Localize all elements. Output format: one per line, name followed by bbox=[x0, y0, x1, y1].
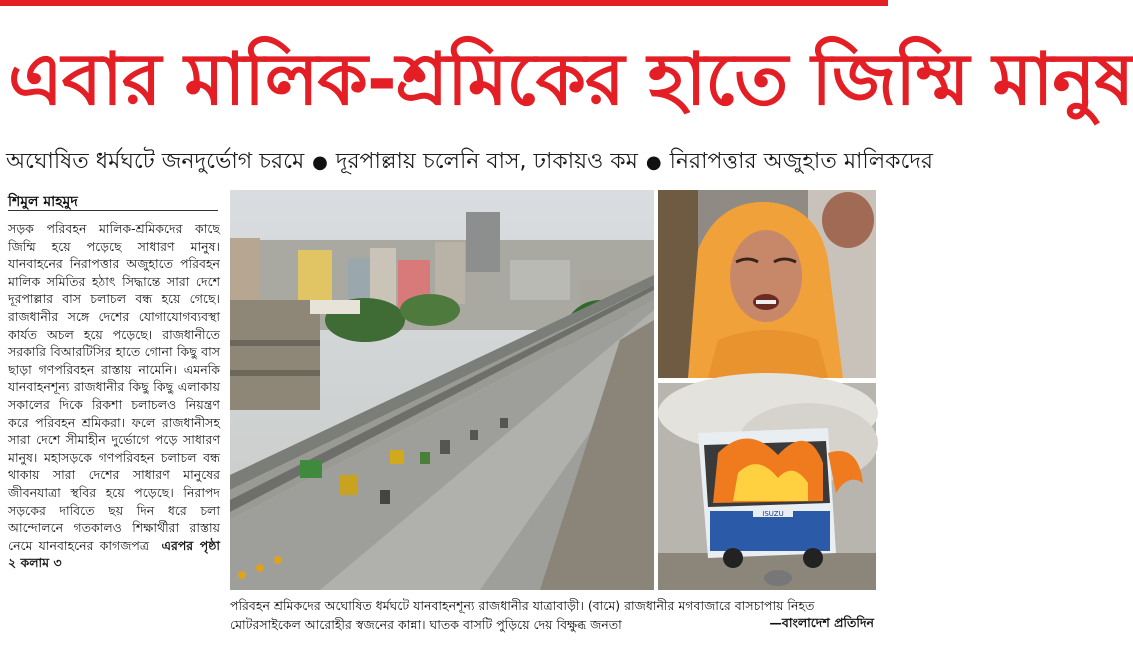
photo-credit: —বাংলাদেশ প্রতিদিন bbox=[769, 615, 874, 630]
bullet-icon: ● bbox=[312, 151, 328, 173]
burning-bus-photo bbox=[658, 383, 876, 590]
subheadline bbox=[6, 142, 933, 182]
bullet-icon: ● bbox=[645, 151, 662, 173]
bus-plate-text: ISUZU bbox=[762, 510, 784, 518]
street-photo-illustration bbox=[230, 190, 654, 590]
subhead-2: দূরপাল্লায় চলেনি বাস, ঢাকায়ও কম bbox=[335, 148, 638, 174]
subhead-1: অঘোষিত ধর্মঘটে জনদুর্ভোগ চরমে bbox=[6, 148, 305, 174]
subhead-3: নিরাপত্তার অজুহাত মালিকদের bbox=[669, 148, 933, 174]
story-body: সড়ক পরিবহন মালিক-শ্রমিকদের কাছে জিম্মি হয়ে পড়েছে সাধারণ মানুষ। যানবাহনের নিরাপত্তার অজুহাতে পরিবহন মালিক সমিতির হঠাৎ সিদ্ধান্তে সারা দেশে দূরপাল্লার বাস চলাচল বন্ধ হয়ে গেছে। রাজধানীর সঙ্গে দেশের যোগাযোগব্যবস্থা কার্যত অচল হয়ে পড়েছে। রাজধানীতে সরকারি বিআরটিসির হাতে গোনা কিছু বাস ছাড়া গণপরিবহন রাস্তায় নামেনি। এমনকি যানবাহনশূন্য রাজধানীর কিছু কিছু এলাকায় সকালের দিকে রিকশা চলাচলও নিয়ন্ত্রণ করে পরিবহন শ্রমিকরা। ফলে রাজধানীসহ সারা দেশে সীমাহীন দুর্ভোগে পড়ে সাধারণ মানুষ। মহাসড়কে গণপরিবহন চলাচল বন্ধ থাকায় সারা দেশের সাধারণ মানুষের জীবনযাত্রা স্থবির হয়ে পড়েছে। নিরাপদ সড়কের দাবিতে ছয় দিন ধরে চলা আন্দোলনে গতকালও শিক্ষার্থীরা রাস্তায় নেমে যানবাহনের কাগজপত্র bbox=[8, 221, 220, 553]
crying-woman-photo bbox=[658, 190, 876, 378]
story-jump: এরপর পৃষ্ঠা ২ কলাম ৩ bbox=[8, 537, 220, 571]
burning-bus-illustration bbox=[658, 383, 876, 590]
top-red-rule bbox=[0, 0, 888, 6]
byline-rule bbox=[8, 210, 218, 211]
crying-woman-illustration bbox=[658, 190, 876, 378]
byline: শিমুল মাহমুদ bbox=[8, 194, 78, 210]
photo-caption: পরিবহন শ্রমিকদের অঘোষিত ধর্মঘটে যানবাহনশূন্য রাজধানীর যাত্রাবাড়ী। (বামে) রাজধানীর মগবাজারে বাসচাপায় নিহত মোটরসাইকেল আরোহীর স্বজনের কান্না। ঘাতক বাসটি পুড়িয়ে দেয় বিক্ষুব্ধ জনতা bbox=[230, 598, 815, 632]
street-photo bbox=[230, 190, 654, 590]
story-column bbox=[8, 220, 220, 640]
headline: এবার মালিক-শ্রমিকের হাতে জিম্মি মানুষ bbox=[8, 37, 1133, 121]
